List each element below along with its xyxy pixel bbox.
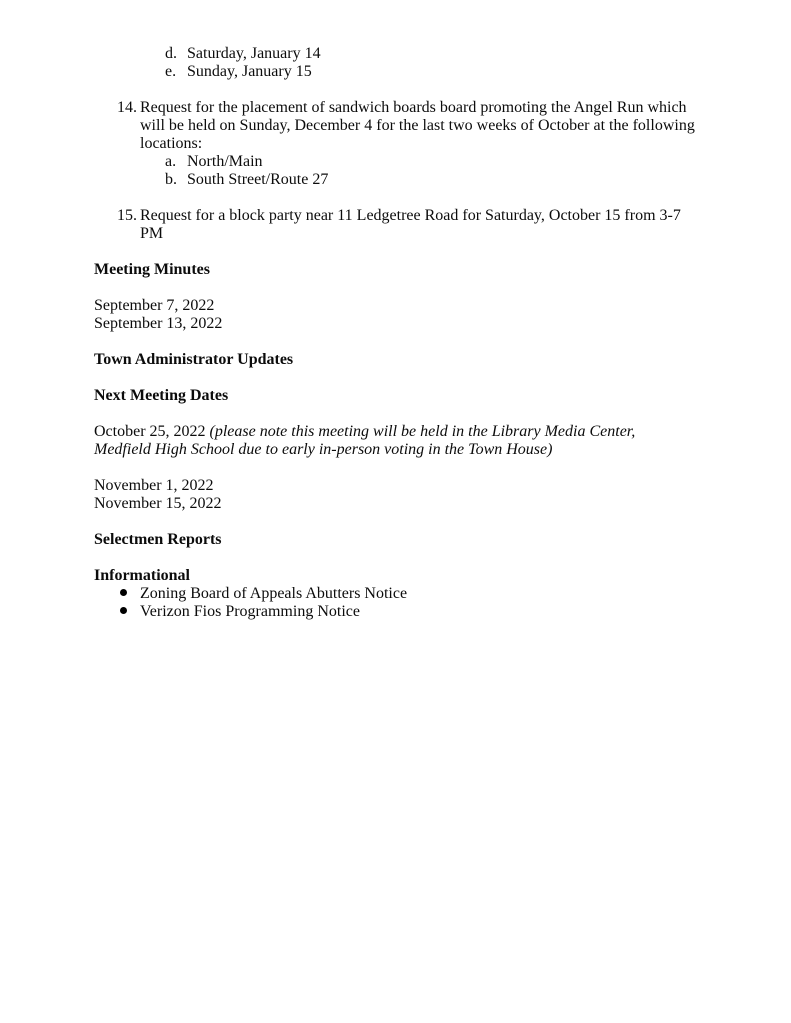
heading-meeting-minutes: Meeting Minutes xyxy=(94,261,210,278)
bullet-text: Zoning Board of Appeals Abutters Notice xyxy=(140,585,408,602)
date-line: September 7, 2022 xyxy=(94,297,215,314)
date-line: November 15, 2022 xyxy=(94,495,222,512)
agenda-item-14 xyxy=(117,99,697,189)
item-number: 15. xyxy=(117,207,137,224)
date-text: October 25, 2022 xyxy=(94,423,210,440)
date-line: September 13, 2022 xyxy=(94,315,223,332)
bullet-icon xyxy=(120,607,127,614)
list-item-text: Saturday, January 14 xyxy=(187,45,321,62)
list-marker: a. xyxy=(165,153,177,170)
meeting-minutes-dates xyxy=(94,297,697,333)
heading-town-administrator-updates: Town Administrator Updates xyxy=(94,351,294,368)
list-item-text: Sunday, January 15 xyxy=(187,63,312,80)
item-number: 14. xyxy=(117,99,137,116)
list-marker: d. xyxy=(165,45,177,62)
list-item-b xyxy=(165,171,695,189)
agenda-item-text: Request for the placement of sandwich boards board promoting the Angel Run which will be held on Sunday, December 4 for the last two weeks of October at the following locations: xyxy=(140,99,695,152)
list-item-text: South Street/Route 27 xyxy=(187,171,329,188)
next-meeting-dates-list xyxy=(94,477,697,513)
list-item-e xyxy=(165,63,697,81)
bullet-icon xyxy=(120,589,127,596)
bullet-item xyxy=(94,603,697,621)
agenda-item-15 xyxy=(117,207,697,243)
list-marker: e. xyxy=(165,63,177,80)
agenda-item-text: Request for a block party near 11 Ledgetree Road for Saturday, October 15 from 3-7 PM xyxy=(140,207,681,242)
list-item-text: North/Main xyxy=(187,153,263,170)
item-body xyxy=(140,207,695,243)
informational-bullet-list xyxy=(94,585,697,621)
list-marker: b. xyxy=(165,171,177,188)
sublist-top xyxy=(94,45,697,81)
meeting-location-note: (please note this meeting will be held in the Library Media Center, Medfield High School due to early in-person voting in the Town House) xyxy=(94,423,636,458)
heading-informational: Informational xyxy=(94,567,190,584)
list-item-d xyxy=(165,45,697,63)
bullet-item xyxy=(94,585,697,603)
date-line: November 1, 2022 xyxy=(94,477,214,494)
heading-next-meeting-dates: Next Meeting Dates xyxy=(94,387,229,404)
heading-selectmen-reports: Selectmen Reports xyxy=(94,531,222,548)
october-meeting-note xyxy=(94,423,679,459)
bullet-text: Verizon Fios Programming Notice xyxy=(140,603,360,620)
sublist-locations xyxy=(140,153,695,189)
item-body xyxy=(140,99,695,189)
list-item-a xyxy=(165,153,695,171)
